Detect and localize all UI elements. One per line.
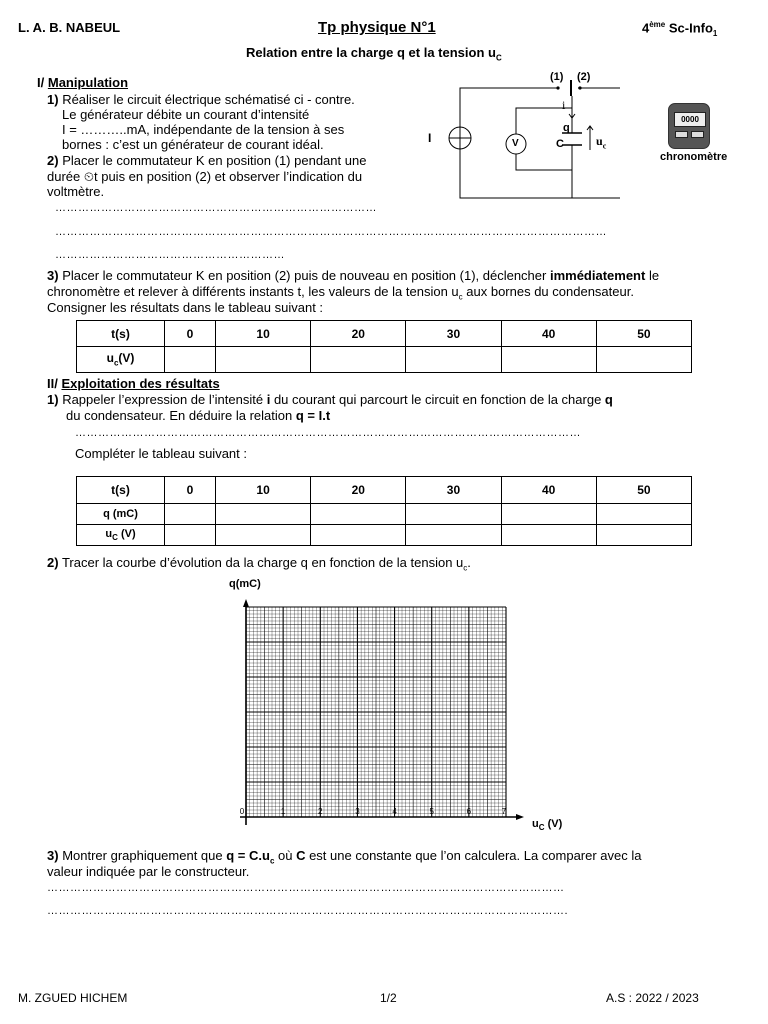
class-label: 4ème Sc-Info$_1$ [642,20,718,38]
table-input-cell[interactable] [406,347,501,373]
origin-label: 0 [239,807,245,816]
table-input-cell[interactable] [165,347,216,373]
measurement-table [76,320,692,373]
table-input-cell[interactable] [406,525,501,546]
x-tick-label: 2 [318,807,323,816]
y-axis-arrow [243,599,249,607]
answer-dots: …………………………………………………………………………………………………………………… [75,427,581,439]
table-input-cell[interactable] [596,347,691,373]
chronometer-icon [668,103,710,149]
table-input-cell[interactable] [215,347,310,373]
item3-line2: chronomètre et relever à différents instants t, les valeurs de la tension $u_c$ aux bornes du condensateur. [47,284,634,302]
results-table [76,476,692,546]
table-cell: 30 [406,477,501,504]
table-row-label: q (mC) [77,504,165,525]
voltmeter-label: V [512,138,519,149]
section2-heading: II/ Exploitation des résultats [47,376,220,391]
section1-heading: I/ Manipulation [37,75,129,90]
school-name: L. A. B. NABEUL [18,20,121,35]
voltage-uc-label: $u_c$ [596,134,607,151]
table-cell: 40 [501,321,596,347]
s2-item3-line1: 3) Montrer graphiquement que $q = C.u_c$ où C est une constante que l’on calculera. La comparer avec la [47,848,642,866]
answer-dots: ………………………………………………………………………………………………………………………. [47,905,569,917]
graph-y-label: q(mC) [229,578,261,590]
table-cell: 20 [311,477,406,504]
item3-line1: 3) Placer le commutateur K en position (2) puis de nouveau en position (1), déclencher immédiatement le [47,268,660,283]
chronometer-label: chronomètre [660,151,728,163]
table-cell: 30 [406,321,501,347]
table-input-cell[interactable] [165,504,216,525]
circuit-diagram [420,68,620,208]
table-header: t(s) [77,321,165,347]
graph-paper[interactable] [230,590,530,835]
graph-x-label: $u_C$ (V) [532,818,563,833]
item2-line3: voltmètre. [47,184,105,199]
table-input-cell[interactable] [501,347,596,373]
s2-item1-line2: du condensateur. En déduire la relation q = I.t [66,408,331,423]
chronometer-display: 0000 [674,112,706,127]
answer-dots: ………………………………………………………………………… [55,202,377,214]
x-tick-label: 5 [429,807,434,816]
table-header: t(s) [77,477,165,504]
table-cell: 10 [215,477,310,504]
page-title: Tp physique N°1 [318,19,436,36]
item1-line4: bornes : c’est un générateur de courant idéal. [62,137,324,152]
table-input-cell[interactable] [406,504,501,525]
x-tick-label: 1 [280,807,286,816]
x-tick-label: 6 [466,807,472,816]
x-tick-label: 3 [355,807,360,816]
table-input-cell[interactable] [311,347,406,373]
item1-line3: I = ………..mA, indépendante de la tension à ses [62,122,345,137]
x-tick-label: 7 [501,807,507,816]
s2-item2: 2) Tracer la courbe d’évolution da la charge q en fonction de la tension $u_c$. [47,555,471,573]
x-axis-arrow [516,814,524,820]
table-cell: 0 [165,477,216,504]
switch-pos1: (1) [550,71,564,83]
capacitor-C-label: C [556,138,564,150]
item1-line1: 1) Réaliser le circuit électrique schématisé ci - contre. [47,92,355,107]
table-cell: 50 [596,477,691,504]
table-cell: 50 [596,321,691,347]
table-input-cell[interactable] [311,525,406,546]
x-tick-label: 4 [392,807,397,816]
table-input-cell[interactable] [596,504,691,525]
switch-pos2: (2) [577,71,591,83]
table-input-cell[interactable] [215,525,310,546]
table-cell: 20 [311,321,406,347]
table-cell: 0 [165,321,216,347]
subtitle: Relation entre la charge q et la tension $u_C$ [246,45,502,63]
answer-dots: ……………………………………………………………………………………………………………………………… [55,226,607,238]
footer-page: 1/2 [380,991,397,1005]
s2-item1-line1: 1) Rappeler l’expression de l’intensité i du courant qui parcourt le circuit en fonction de la charge q [47,392,613,407]
answer-dots: ……………………………………………………………………………………………………………………… [47,882,565,894]
table-input-cell[interactable] [501,525,596,546]
current-I-label: I [428,131,432,145]
table-input-cell[interactable] [596,525,691,546]
complete-table-instruction: Compléter le tableau suivant : [75,446,247,461]
footer-year: A.S : 2022 / 2023 [606,991,699,1005]
table-input-cell[interactable] [165,525,216,546]
table-input-cell[interactable] [311,504,406,525]
table-cell: 10 [215,321,310,347]
item3-line3: Consigner les résultats dans le tableau suivant : [47,300,324,315]
s2-item3-line2: valeur indiquée par le constructeur. [47,864,250,879]
table-cell: 40 [501,477,596,504]
current-i-label: i [562,98,566,112]
answer-dots: …………………………………………………… [55,249,285,261]
table-input-cell[interactable] [501,504,596,525]
item2-line1: 2) Placer le commutateur K en position (1) pendant une [47,153,367,168]
footer-author: M. ZGUED HICHEM [18,991,128,1005]
item1-line2: Le générateur débite un courant d’intensité [62,107,310,122]
table-row-label: $u_C$ (V) [77,525,165,546]
table-input-cell[interactable] [215,504,310,525]
item2-line2: durée ⏲t puis en position (2) et observer l’indication du [47,169,363,184]
table-row-label: $u_c(V)$ [77,347,165,373]
charge-q-label: q [563,122,570,134]
